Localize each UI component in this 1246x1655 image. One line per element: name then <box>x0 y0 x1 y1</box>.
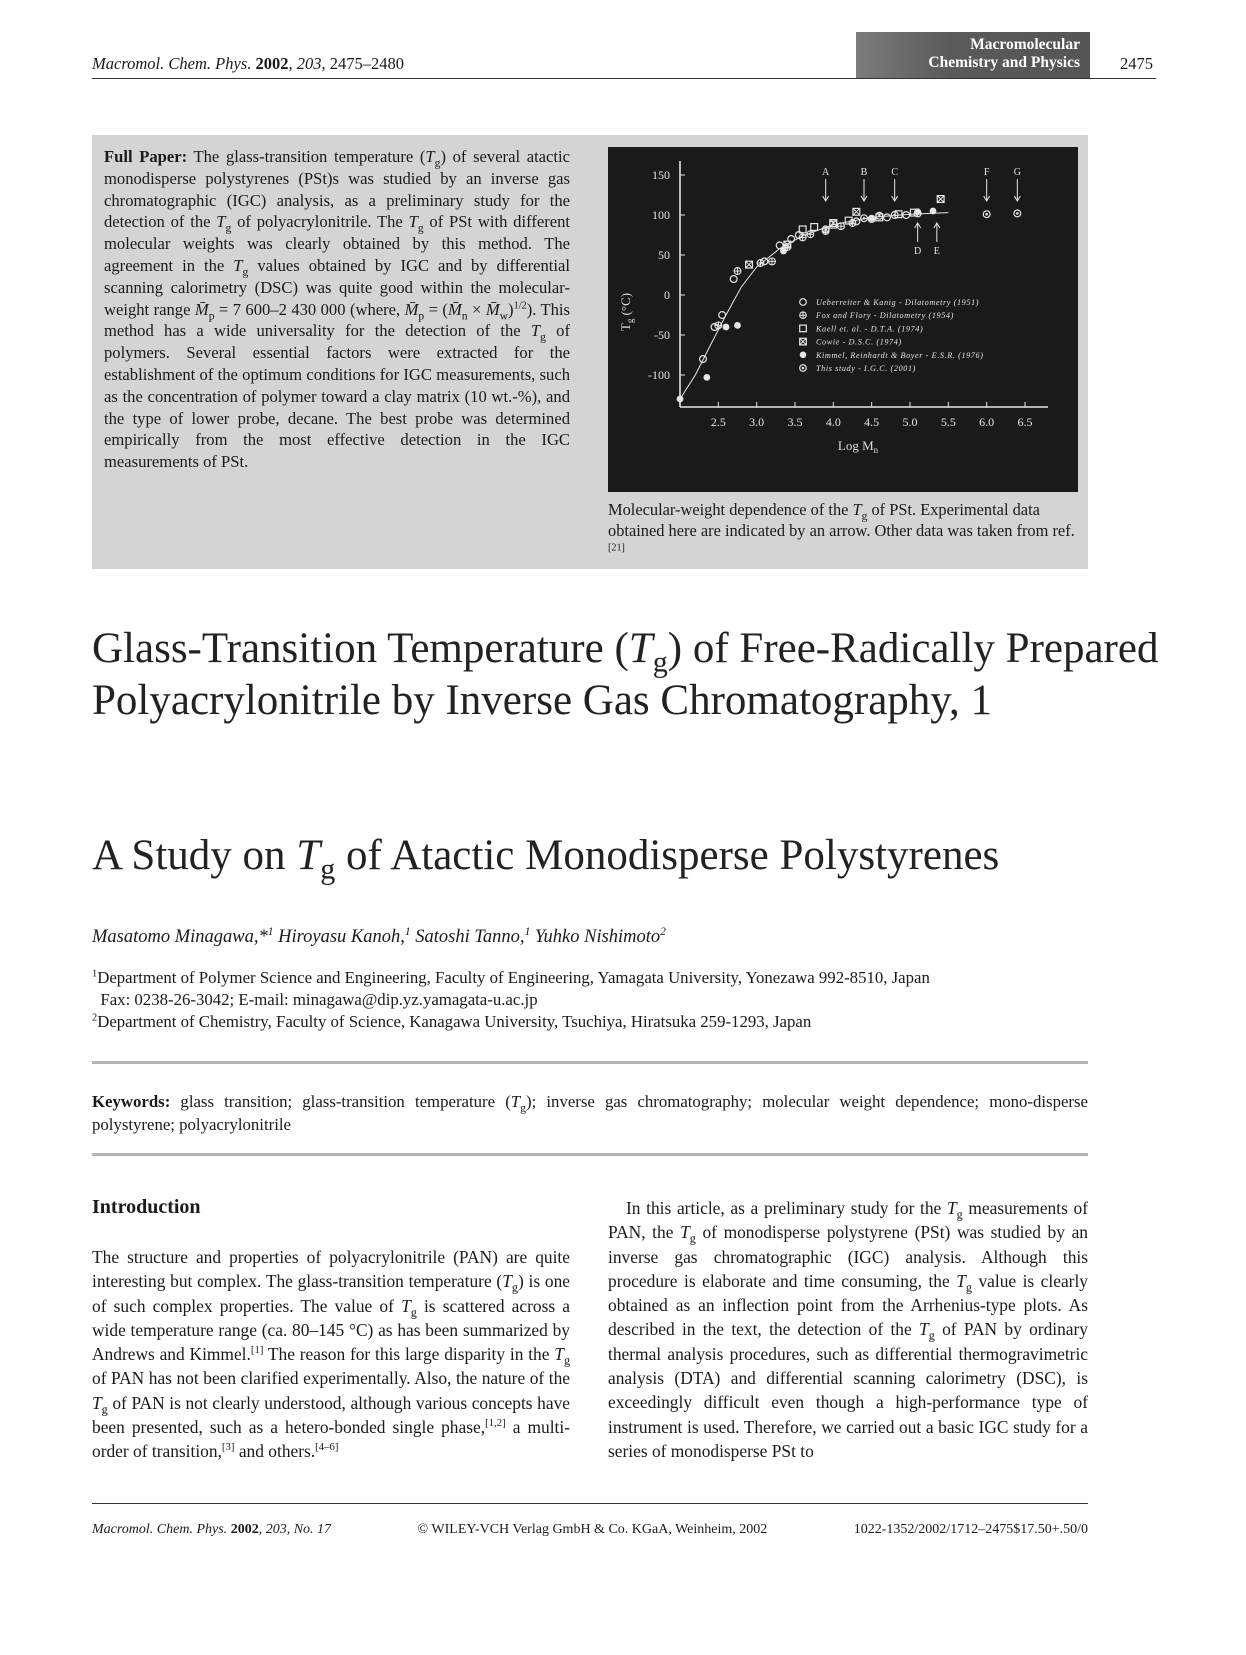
abstract <box>104 146 570 473</box>
logo-line-2: Chemistry and Physics <box>928 54 1080 71</box>
data-point-circle-plus <box>807 231 814 238</box>
data-point-square-x <box>853 208 860 215</box>
legend-symbol-open-square <box>800 325 807 332</box>
footer-citation: Macromol. Chem. Phys. 2002, 203, No. 17 <box>92 1522 332 1537</box>
introduction-paragraph-2: In this article, as a preliminary study for the $T_g$ measurements of PAN, the $T_g$ of monodisperse polystyrene (PSt) was studied by an inverse gas chromatographic (IGC) analysis. Although this procedure is elaborate and time consuming, the $T_g$ value is clearly obtained as an inflection point from the Arrhenius-type plots. As described in the text, the detection of the $T_g$ of PAN by ordinary thermal analysis procedures, such as differential thermogravimetric analysis (DTA) and differential scanning calorimetry (DSC), is exceedingly difficult even though a high-performance type of instrument is used. Therefore, we carried out a basic IGC study for a series of monodisperse PSt to <box>608 1198 1089 1461</box>
data-point-circle-plus <box>715 322 722 329</box>
data-point-filled-circle <box>734 322 741 329</box>
data-point-circle-plus <box>757 260 764 267</box>
data-point-filled-circle <box>677 396 684 403</box>
legend-symbol-circle-dot <box>800 365 807 372</box>
journal-year: 2002 <box>255 54 289 73</box>
data-point-square-x <box>746 261 753 268</box>
figure-tg-vs-logmn <box>608 147 1078 492</box>
footer-rule <box>92 1503 1088 1504</box>
x-tick-label: 6.5 <box>1017 415 1033 429</box>
data-point-square-x <box>937 196 944 203</box>
arrow-label-D: D <box>914 246 922 257</box>
legend-symbol-open-circle <box>800 299 807 306</box>
data-point-filled-circle <box>930 208 937 215</box>
running-header: Macromol. Chem. Phys. 2002, 203, 2475–2480 <box>92 54 404 73</box>
y-tick-label: 50 <box>658 248 670 262</box>
keywords: Keywords: glass transition; glass-transition temperature $(T_g)$; inverse gas chromatography; molecular weight dependence; mono-disperse polystyrene; polyacrylonitrile <box>92 1092 1088 1134</box>
chart-legend <box>800 298 984 373</box>
abstract-label: Full Paper: <box>104 147 188 166</box>
arrow-label-A: A <box>822 167 830 178</box>
arrow-label-E: E <box>933 246 940 257</box>
x-tick-label: 5.5 <box>940 415 956 429</box>
figure-caption: Molecular-weight dependence of the $T_g$ of PSt. Experimental data obtained here are indicated by an arrow. Other data was taken from ref.[21] <box>608 500 1075 554</box>
data-point-open-circle <box>776 242 783 249</box>
x-tick-label: 6.0 <box>979 415 995 429</box>
article-subtitle: A Study on $T_g$ of Atactic Monodisperse Polystyrenes <box>92 832 1000 886</box>
y-tick-label: -50 <box>654 328 670 342</box>
y-tick-label: 150 <box>652 168 670 182</box>
data-point-filled-circle <box>703 374 710 381</box>
legend-entry: Kimmel, Reinhardt & Boyer - E.S.R. (1976) <box>816 350 984 360</box>
chart-axes <box>648 161 1048 429</box>
journal-pages: 2475–2480 <box>329 54 404 73</box>
arrow-label-G: G <box>1013 167 1021 178</box>
author-list: Masatomo Minagawa,*$^1$ Hiroyasu Kanoh,$^1$ Satoshi Tanno,$^1$ Yuhko Nishimoto$^2$ <box>92 925 666 947</box>
legend-entry: This study - I.G.C. (2001) <box>816 364 916 373</box>
legend-symbol-square-x <box>800 338 807 345</box>
data-point-circle-dot <box>1014 210 1021 217</box>
y-tick-label: 0 <box>664 288 670 302</box>
abstract-text: The glass-transition temperature $(T_g)$ of several atactic monodisperse polystyrenes (PSt)s was studied by an inverse gas chromatographic (IGC) analysis, as a preliminary study for the detection of the $T_g$ of polyacrylonitrile. The $T_g$ of PSt with different molecular weights was clearly obtained by this method. The agreement in the $T_g$ values obtained by IGC and by differential scanning calorimetry (DSC) was quite good within the molecular-weight range $M̄_p = 7$ 600–2 430 000 (where, $M̄_p$ = ($M̄_n$ × $M̄_w)^{1/2}$). This method has a wide universality for the detection of the $T_g$ of polymers. Several essential factors were extracted for the establishment of the optimum conditions for IGC measurements, such as the concentration of polymer toward a clay matrix (10 wt.-%), and the type of lower probe, decane. The best probe was determined empirically from the most effective detection in the IGC measurements of PSt. <box>104 147 571 472</box>
page-number: 2475 <box>1120 54 1153 73</box>
keywords-rule-top <box>92 1061 1088 1064</box>
x-tick-label: 4.0 <box>825 415 841 429</box>
header-rule <box>92 78 1156 79</box>
data-point-open-square <box>811 224 818 231</box>
x-tick-label: 3.5 <box>787 415 803 429</box>
y-tick-label: -100 <box>648 368 670 382</box>
section-heading-introduction: Introduction <box>92 1196 201 1218</box>
data-point-circle-plus <box>769 258 776 265</box>
keywords-rule-bottom <box>92 1153 1088 1156</box>
legend-entry: Cowie - D.S.C. (1974) <box>816 337 902 347</box>
data-point-circle-dot <box>983 211 990 218</box>
introduction-paragraph-1: The structure and properties of polyacrylonitrile (PAN) are quite interesting but complex. The glass-transition temperature $(T_g)$ is one of such complex properties. The value of $T_g$ is scattered across a wide temperature range (ca. 80–145 °C) as has been summarized by Andrews and Kimmel.[1] The reason for this large disparity in the $T_g$ of PAN has not been clarified experimentally. Also, the nature of the $T_g$ of PAN is not clearly understood, although various concepts have been presented, such as a hetero-bonded single phase,[1,2] a multi-order of transition,[3] and others.[4–6] <box>92 1247 571 1462</box>
data-point-open-circle <box>730 276 737 283</box>
data-point-circle-plus <box>799 234 806 241</box>
legend-entry: Ueberreiter & Kanig - Dilatometry (1951) <box>816 298 980 307</box>
chart-arrows <box>822 167 1021 257</box>
data-point-open-circle <box>719 312 726 319</box>
y-tick-label: 100 <box>652 208 670 222</box>
x-axis-label: Log $M_n$ <box>837 438 879 455</box>
logo-line-1: Macromolecular <box>970 36 1080 53</box>
arrow-label-B: B <box>860 167 868 178</box>
legend-symbol-filled-circle <box>800 352 807 359</box>
legend-entry: Kaell et. al. - D.T.A. (1974) <box>816 324 924 334</box>
chart <box>608 147 1078 492</box>
legend-entry: Fox and Flory - Dilatometry (1954) <box>816 311 954 321</box>
page-footer <box>92 1522 1088 1538</box>
arrow-label-F: F <box>983 167 990 178</box>
legend-symbol-circle-plus <box>800 312 807 319</box>
footer-copyright: © WILEY-VCH Verlag GmbH & Co. KGaA, Weinheim, 2002 <box>417 1522 768 1537</box>
data-point-circle-plus <box>838 223 845 230</box>
x-tick-label: 4.5 <box>864 415 880 429</box>
x-tick-label: 3.0 <box>749 415 765 429</box>
footer-code: 1022-1352/2002/1712–2475$17.50+.50/0 <box>853 1522 1088 1537</box>
data-point-open-circle <box>884 214 891 221</box>
journal-logo <box>856 32 1090 78</box>
journal-name: Macromol. Chem. Phys. <box>92 54 252 73</box>
arrow-label-C: C <box>891 167 899 178</box>
article-title: Glass-Transition Temperature $(T_g)$ of Free-Radically Prepared Polyacrylonitrile by Inverse Gas Chromatography, 1 <box>92 625 1159 724</box>
data-point-circle-plus <box>734 268 741 275</box>
data-point-filled-circle <box>780 248 787 255</box>
affiliations: $^1$Department of Polymer Science and Engineering, Faculty of Engineering, Yamagata University, Yonezawa 992-8510, Japan Fax: 0238-26-3042; E-mail: minagawa@dip.yz.yamagata-u.ac.jp $^2$Department of Chemistry, Faculty of Science, Kanagawa University, Tsuchiya, Hiratsuka 259-1293, Japan <box>92 968 930 1031</box>
x-tick-label: 2.5 <box>710 415 726 429</box>
data-point-filled-circle <box>723 324 730 331</box>
data-point-filled-circle <box>868 215 875 222</box>
x-tick-label: 5.0 <box>902 415 918 429</box>
journal-volume: 203 <box>296 54 322 73</box>
y-axis-label: $T_g$ (°C) <box>618 292 635 332</box>
